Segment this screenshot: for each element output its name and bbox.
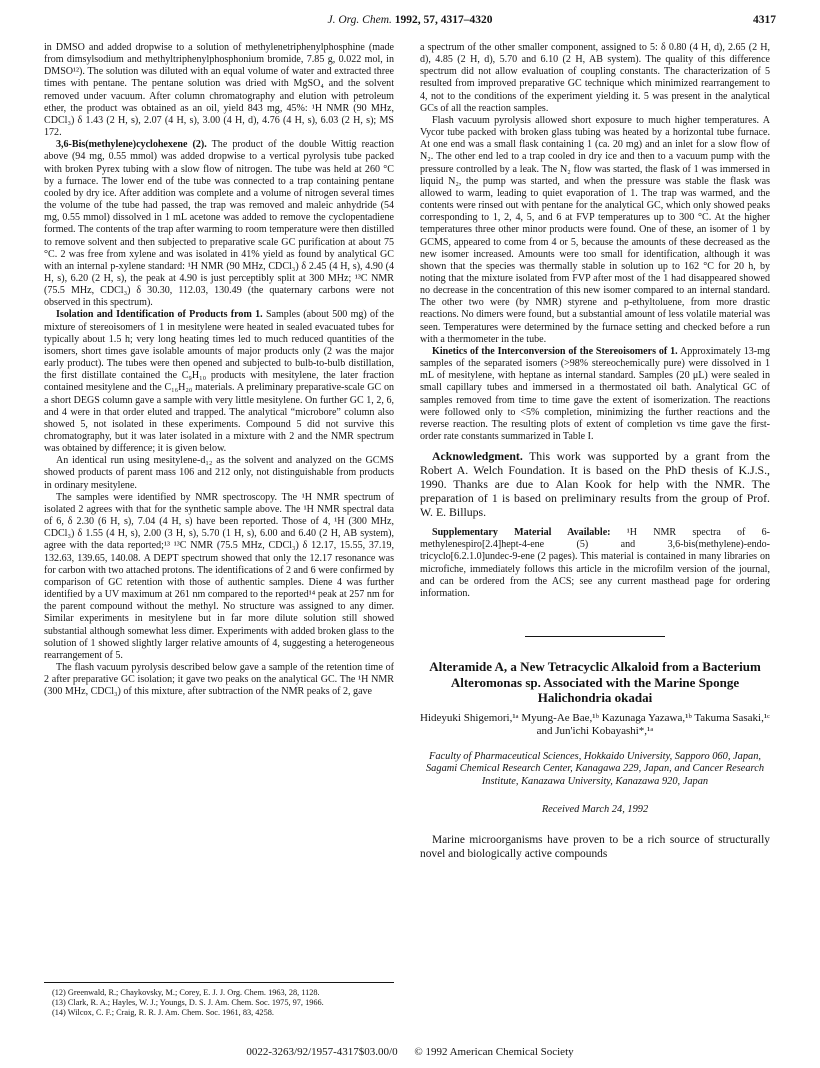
left-column: [44, 42, 394, 972]
article-intro: Marine microorganisms have proven to be a rich source of structurally novel and biologically active compounds: [420, 833, 770, 860]
journal-name: J. Org. Chem.: [327, 14, 392, 26]
supplementary-material: [420, 527, 770, 600]
article-affiliation: Faculty of Pharmaceutical Sciences, Hokkaido University, Sapporo 060, Japan, Sagami Chemical Research Center, Kanagawa 229, Japan, and Cancer Research Institute, Kanazawa University, Kanazawa 920, Japan: [425, 750, 765, 787]
left-paragraph-4: An identical run using mesitylene-d₁₂ as the solvent and analyzed on the GCMS showed products of parent mass 106 and 212 only, not distinguishable from products in ordinary mesitylene.: [44, 455, 394, 491]
article-divider: [525, 636, 665, 637]
page-number: 4317: [753, 14, 776, 26]
page-footer: [0, 1046, 820, 1058]
left-paragraph-5: The samples were identified by NMR spectroscopy. The ¹H NMR spectrum of isolated 2 agrees with that for the synthetic sample above. The ¹H NMR spectral data of 6, δ 2.30 (6 H, s), 7.04 (4 H, s) have been reported. Those of 4, ¹H (300 MHz, CDCl₃) δ 1.55 (4 H, s), 2.00 (3 H, s), 5.70 (1 H, s), 6.00 and 6.40 (2 H, AB system), agree with the data reported;¹³ ¹³C NMR (75.5 MHz, CDCl₃) δ 12.17, 15.55, 37.19, 132.63, 139.65, 140.08. A DEPT spectrum showed that only the 12.17 resonance was for carbon with two attached protons. The identifications of 2 and 6 were confirmed by comparison of GC retention with those of authentic samples. Diene 4 was further identified by a UV maximum at 261 nm compared to the reported¹⁴ peak at 257 nm for the parent compound without the methyl. No structure was assigned to any dimer. Similar experiments in mesitylene but in far more dilute solution still showed substantial although somewhat less dimer. Experiments with added broken glass to the solution of 1 showed slightly larger relative amounts of 4, suggesting a heterogeneous rearrangement of 5.: [44, 491, 394, 661]
footnote-12: (12) Greenwald, R.; Chaykovsky, M.; Corey, E. J. J. Org. Chem. 1963, 28, 1128.: [52, 988, 320, 997]
section-heading-bis-methylene: 3,6-Bis(methylene)cyclohexene (2).: [56, 139, 207, 151]
footer-code: 0022-3263/92/1957-4317$03.00/0: [246, 1046, 398, 1058]
right-paragraph-1: a spectrum of the other smaller component, assigned to 5: δ 0.80 (4 H, d), 2.65 (2 H, d), 4.85 (2 H, d), 5.70 and 6.10 (2 H, AB system). The quality of this difference spectrum did not allow evaluation of coupling constants. The characterization of 5 resulted from improved preparative GC technique which minimized rearrangement to 4, not to the conditions of the experiment yielding it. 5 was present in the analytical GCs of all the reaction samples.: [420, 42, 770, 114]
footnote-14: (14) Wilcox, C. F.; Craig, R. R. J. Am. Chem. Soc. 1961, 83, 4258.: [52, 1008, 274, 1017]
left-paragraph-2: [44, 139, 394, 309]
running-head: [44, 14, 776, 32]
left-paragraph-3: [44, 309, 394, 455]
acknowledgment-text: This work was supported by a grant from the Robert A. Welch Foundation. It is based on the PhD thesis of K.J.S., 1990. Thanks are due to Alan Kook for help with the NMR. The preparation of 1 is based on preliminary results from the group of Prof. W. E. Billups.: [420, 449, 770, 520]
right-paragraph-3-text: Approximately 13-mg samples of the separated isomers (>98% stereochemically pure) were dissolved in 1 mL of mesitylene, with heptane as internal standard. Samples (20 μL) were sealed in small capillary tubes and immersed in a thermostated oil bath. Analytical GC of samples removed from time to time gave the extent of isomerization. The reactions were followed only to <5% completion, minimizing the further reactions and the reverse reaction. The resulting plots of extent of completion vs time gave the first-order rate constants summarized in Table I.: [420, 345, 770, 442]
left-paragraph-1: in DMSO and added dropwise to a solution of methylenetriphenylphosphine (made from dimsylsodium and methyltriphenylphosphonium bromide, 7.85 g, 0.022 mol, in DMSO¹²). The solution was diluted with an equal volume of water and extracted three times with pentane. The pentane solution was dried with MgSO₄ and the solvent removed under vacuum. After column chromatography and elution with petroleum ether, the product was obtained as an oil, yield 843 mg, 45%: ¹H NMR (90 MHz, CDCl₃) δ 1.43 (2 H, s), 2.07 (4 H, s), 3.00 (4 H, d), 4.76 (4 H, s), 6.03 (2 H, s); MS 172.: [44, 42, 394, 139]
right-paragraph-2: Flash vacuum pyrolysis allowed short exposure to much higher temperatures. A Vycor tube packed with broken glass tubing was heated by a horizontal tube furnace. At one end was a small flask containing 1 (ca. 20 mg) and an inlet for a slow flow of N₂. The other end led to a trap cooled in dry ice and then to a vacuum pump with the pressure controlled by a leak. The N₂ flow was started, the flask of 1 was immersed in liquid N₂, the pump was started, and when the pressure was stable the flask was allowed to warm, leading to quiet evaporation of 1. The trap was warmed, and the contents were rinsed out with pentane for the analytical GC, which only showed peaks corresponding to 1, 2, 4, 5, and 6 at FVP temperatures up to 300 °C. At the higher temperatures three other minor products were found. One of these, an isomer of 1 by GCMS, appeared to come from 4 or 5, because the amounts of these decreased as the new isomer increased. Amounts were too small for identification, although it was shown that the species was thermally stable in solution up to 162 °C for 20 h, by noting that the mixture isolated from FVP after most of the 1 had disappeared showed no decrease in the concentration of this new isomer compared to an internal standard. The other two were (by NMR) styrene and p-ethyltoluene, from more drastic reactions. No dimers were found, but a substantial amount of less volatile material was seen. Temperatures were determined by the furnace setting and checked before a run with a thermometer in the tube.: [420, 114, 770, 345]
received-date: Received March 24, 1992: [541, 804, 649, 816]
right-paragraph-3: [420, 346, 770, 443]
left-paragraph-2-text: The product of the double Wittig reaction above (94 mg, 0.55 mmol) was added dropwise to a vertical pyrolysis tube packed with broken Pyrex tubing with a slow flow of nitrogen. The tube was held at 260 °C by a furnace. The lower end of the tube was connected to a trap containing pentane cooled by dry ice. After addition was complete and a volume of nitrogen several times the volume of the tube had passed, the trap was removed and maleic anhydride (54 mg, 0.55 mmol) dissolved in 1 mL acetone was added to remove the cyclopentadiene formed. The contents of the trap after warming to room temperature were then distilled to remove solvent and then subjected to preparative scale GC purification at about 75 °C. 2 was free from xylene and was isolated in 41% yield as found by analytical GC with an internal p-xylene standard: ¹H NMR (90 MHz, CDCl₃) δ 2.45 (4 H, s), 4.90 (4 H, s), 6.20 (2 H, s), the peak at 4.90 is just perceptibly split at 300 MHz; ¹³C NMR (75.5 MHz, CDCl₃) δ 30.30, 112.03, 130.49 (the quaternary carbons were not observed in this spectrum).: [44, 139, 394, 309]
footer-copyright: © 1992 American Chemical Society: [414, 1046, 574, 1058]
left-paragraph-3-text: Samples (about 500 mg) of the mixture of stereoisomers of 1 in mesitylene were heated in sealed evacuated tubes for typically about 1.5 h; very long heating times led to much reduced quantities of the isomers, short times gave isolable amounts of major products only (2 was the major early product). The tubes were then opened and subjected to bulb-to-bulb distillation, the first distillate contained the C₉H₁₀ products with mesitylene, the later fraction contained mesitylene and the C₁₆H₂₀ materials. A preliminary preparative-scale GC on a short DEGS column gave a sample with very little mesitylene. On further GC 1, 2, 6, and 4 were in that order eluted and trapped. The analytical “microbore” column also showed 5, not isolated in these experiments. Compound 5 did not survive this chromatography, but it was later isolated in a mixture with 2 and the NMR spectrum was obtained by difference; it is given below.: [44, 309, 394, 455]
footnotes: [44, 982, 394, 1018]
left-paragraph-6: The flash vacuum pyrolysis described below gave a sample of the retention time of 2 after preparative GC isolation; it gave two peaks on the analytical GC. The ¹H NMR (300 MHz, CDCl₃) of this mixture, after subtraction of the NMR peaks of 2, gave: [44, 661, 394, 698]
article-title: Alteramide A, a New Tetracyclic Alkaloid from a Bacterium Alteromonas sp. Associated with the Marine Sponge Halichondria okadai: [429, 659, 761, 706]
supplementary-text: ¹H NMR spectra of 6-methylenespiro[2.4]hept-4-ene (5) and 3,6-bis(methylene)-endo-tricyclo[6.2.1.0]undec-9-ene (2 pages). This material is contained in many libraries on microfiche, immediately follows this article in the microfilm version of the journal, and can be ordered from the ACS; see any current masthead page for ordering information.: [420, 527, 770, 599]
running-head-journal: [44, 14, 776, 26]
footnote-13: (13) Clark, R. A.; Hayles, W. J.; Youngs, D. S. J. Am. Chem. Soc. 1975, 97, 1966.: [52, 998, 324, 1007]
acknowledgment-heading: Acknowledgment.: [432, 449, 523, 464]
section-heading-isolation: Isolation and Identification of Products from 1.: [56, 309, 263, 321]
article-authors: Hideyuki Shigemori,¹ᵃ Myung-Ae Bae,¹ᵇ Kazunaga Yazawa,¹ᵇ Takuma Sasaki,¹ᶜ and Jun'ichi Kobayashi*,¹ᵃ: [420, 711, 770, 738]
supplementary-heading: Supplementary Material Available:: [432, 527, 611, 539]
right-column: [420, 42, 770, 1027]
section-heading-kinetics: Kinetics of the Interconversion of the Stereoisomers of 1.: [432, 345, 678, 357]
acknowledgment: [420, 449, 770, 519]
journal-citation: 1992, 57, 4317–4320: [394, 14, 493, 26]
